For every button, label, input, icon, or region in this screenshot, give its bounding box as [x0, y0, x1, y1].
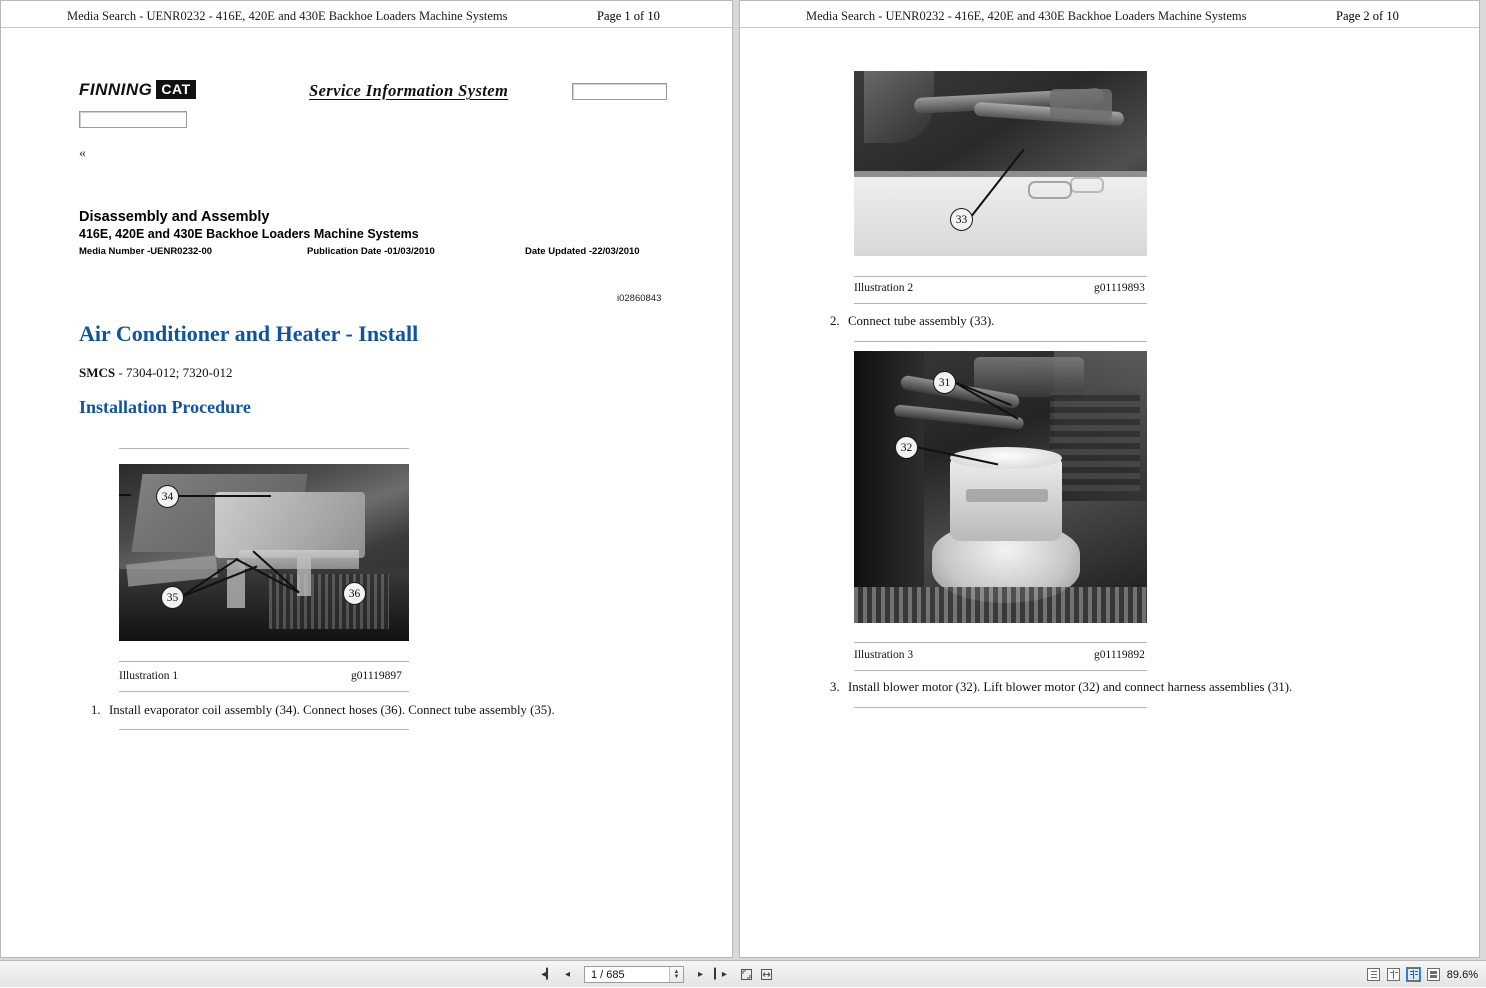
illustration-1-caption-rule [119, 691, 409, 692]
page-1-header-pagenum: Page 1 of 10 [597, 9, 660, 23]
callout-32: 32 [895, 436, 918, 459]
cat-logo-badge: CAT [156, 80, 195, 99]
callout-36: 36 [343, 582, 366, 605]
callout-31: 31 [933, 371, 956, 394]
media-number: Media Number -UENR0232-00 [79, 246, 213, 257]
section-title: Disassembly and Assembly [79, 209, 270, 225]
finning-wordmark: FINNING [79, 79, 153, 99]
callout-35: 35 [161, 586, 184, 609]
page-1-header-rule [1, 27, 732, 28]
step-1-number: 1. [91, 703, 101, 717]
two-page-view-icon[interactable] [1387, 968, 1400, 981]
step-3-number: 3. [830, 680, 840, 694]
illustration-1-top-rule [119, 448, 409, 449]
viewer-toolbar [0, 960, 1486, 987]
last-page-icon[interactable]: ▎▸ [714, 969, 727, 980]
section-subtitle: 416E, 420E and 430E Backhoe Loaders Machine Systems [79, 227, 419, 241]
pagination-controls [540, 961, 774, 988]
view-mode-controls [1367, 961, 1478, 988]
page-number-input[interactable] [584, 966, 684, 983]
illustration-3-image [854, 351, 1147, 623]
fit-width-icon[interactable] [759, 965, 774, 984]
page-2-header-rule [740, 27, 1479, 28]
step-2-number: 2. [830, 314, 840, 328]
illustration-2-bottom-rule [854, 276, 1147, 277]
illustration-2-figure-id: g01119893 [1094, 282, 1145, 294]
illustration-2-image [854, 71, 1147, 256]
illustration-3-bottom-rule [854, 642, 1147, 643]
finning-cat-logo [79, 79, 192, 100]
step-1-text: Install evaporator coil assembly (34). Connect hoses (36). Connect tube assembly (35). [109, 703, 555, 717]
callout-33: 33 [950, 208, 973, 231]
illustration-1-figure-id: g01119897 [351, 670, 402, 682]
document-id: i02860843 [617, 293, 662, 304]
zoom-level-value[interactable]: 89.6% [1446, 968, 1478, 981]
service-information-system-title: Service Information System [309, 81, 509, 100]
page-2-header-pagenum: Page 2 of 10 [1336, 9, 1399, 23]
publication-date: Publication Date -01/03/2010 [307, 246, 435, 257]
previous-page-icon[interactable]: ◂ [564, 969, 571, 980]
facing-page-view-icon[interactable] [1407, 968, 1420, 981]
document-page-1[interactable] [0, 0, 733, 958]
search-input-under-logo[interactable] [79, 111, 187, 128]
page-title: Air Conditioner and Heater - Install [79, 321, 419, 346]
illustration-1-caption: Illustration 1 [119, 670, 179, 682]
page-number-stepper[interactable]: ▲ ▼ [669, 967, 683, 982]
callout-34: 34 [156, 485, 179, 508]
page-2-header-title: Media Search - UENR0232 - 416E, 420E and 430E Backhoe Loaders Machine Systems [806, 9, 1247, 23]
date-updated: Date Updated -22/03/2010 [525, 246, 640, 257]
illustration-3-caption-rule [854, 670, 1147, 671]
search-input-top-right[interactable] [572, 83, 667, 100]
step-2-bottom-rule [854, 341, 1147, 342]
single-page-view-icon[interactable] [1367, 968, 1380, 981]
illustration-1-bottom-rule [119, 661, 409, 662]
smcs-value: - 7304-012; 7320-012 [115, 365, 233, 380]
smcs-code-line [79, 365, 232, 381]
continuous-scroll-view-icon[interactable] [1427, 968, 1440, 981]
illustration-2-caption: Illustration 2 [854, 282, 914, 294]
illustration-2-caption-rule [854, 303, 1147, 304]
illustration-1-image [119, 464, 409, 641]
step-3-text: Install blower motor (32). Lift blower motor (32) and connect harness assemblies (31). [848, 680, 1293, 694]
step-2-text: Connect tube assembly (33). [848, 314, 995, 328]
page-1-header-title: Media Search - UENR0232 - 416E, 420E and 430E Backhoe Loaders Machine Systems [67, 9, 508, 23]
fit-page-icon[interactable] [739, 965, 754, 984]
procedure-heading: Installation Procedure [79, 397, 251, 417]
illustration-3-caption: Illustration 3 [854, 649, 914, 661]
next-page-icon[interactable]: ▸ [697, 969, 704, 980]
illustration-3-figure-id: g01119892 [1094, 649, 1145, 661]
step-3-bottom-rule [854, 707, 1147, 708]
step-1-bottom-rule [119, 729, 409, 730]
first-page-icon[interactable]: ◂▎ [541, 969, 554, 980]
page-number-value: 1 / 685 [591, 968, 625, 981]
back-navigation-icon[interactable]: « [79, 146, 86, 161]
smcs-label: SMCS [79, 365, 116, 380]
document-page-2[interactable] [739, 0, 1480, 958]
